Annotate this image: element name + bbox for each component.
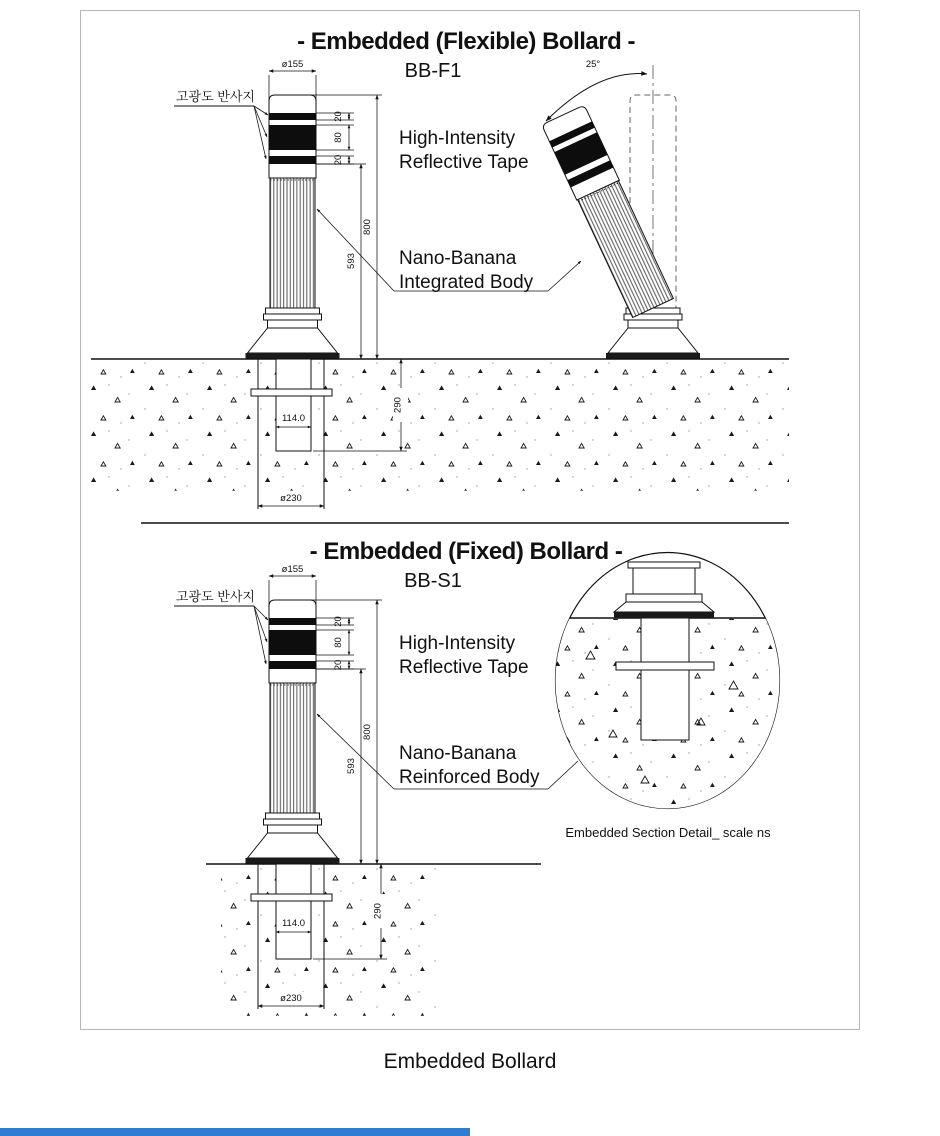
- korean-reflective-label-1: 고광도 반사지: [176, 89, 255, 104]
- body-leader-right-1: [548, 261, 581, 291]
- detail-circle-contents: [555, 618, 781, 809]
- dim-band-top-2: 20: [333, 616, 344, 627]
- dim-band-mid-1: 80: [333, 132, 344, 143]
- dim-band-bot-2: 20: [333, 659, 344, 671]
- dim-depth-2: 290: [372, 903, 384, 919]
- tape-label-line2-2: Reflective Tape: [399, 657, 529, 678]
- anchor-bar-2: [251, 894, 332, 901]
- dim-exposed-2: 593: [346, 758, 357, 774]
- tape-label-line1-1: High-Intensity: [399, 128, 516, 149]
- tilted-bollard-shaft: [542, 105, 675, 318]
- dim-band-bot-1: 20: [333, 154, 344, 166]
- dim-depth-1: 290: [392, 397, 404, 413]
- dim-diameter-top-2: ø155: [281, 564, 304, 575]
- dim-tilt-angle: 25°: [585, 59, 601, 70]
- fixed-bollard-front: [246, 600, 340, 864]
- drawing-sheet: [80, 10, 860, 1030]
- korean-reflective-label-2: 고광도 반사지: [176, 589, 255, 604]
- tilt-arc: [546, 74, 647, 121]
- body-leader-left-1: [317, 209, 394, 291]
- soil-area-1: [91, 360, 789, 491]
- embedded-shaft-2: [276, 864, 311, 959]
- detail-base-band: [614, 612, 714, 618]
- soil-area-2: [221, 865, 438, 1016]
- body-leader-left-2: [317, 714, 394, 789]
- page-caption: Embedded Bollard: [383, 1050, 557, 1073]
- dim-overall-2: 800: [362, 724, 373, 740]
- dim-exposed-1: 593: [346, 253, 357, 269]
- tape-label-line1-2: High-Intensity: [399, 633, 516, 654]
- detail-skirt: [614, 602, 714, 612]
- detail-cap-flange: [628, 562, 700, 568]
- tape-label-line2-1: Reflective Tape: [399, 152, 529, 173]
- dim-overall-1: 800: [362, 219, 373, 235]
- anchor-bar-1: [251, 389, 332, 396]
- footer-accent-bar: [0, 1128, 470, 1136]
- flexible-model: BB-F1: [404, 60, 462, 82]
- tilted-bollard-base: [606, 308, 700, 359]
- dim-diameter-top-1: ø155: [281, 59, 304, 70]
- detail-cap-neck: [633, 568, 695, 594]
- body-label-line2-1: Integrated Body: [399, 272, 534, 293]
- body-leader-right-2: [548, 761, 578, 789]
- dim-anchor-width-2: 114.0: [281, 918, 306, 929]
- flexible-bollard-front: [246, 95, 340, 359]
- dim-anchor-width-1: 114.0: [281, 413, 306, 424]
- embedded-shaft-1: [276, 359, 311, 451]
- dim-band-mid-2: 80: [333, 637, 344, 648]
- flexible-title: - Embedded (Flexible) Bollard -: [297, 28, 635, 55]
- body-label-line2-2: Reinforced Body: [399, 767, 540, 788]
- body-label-line1-1: Nano-Banana: [399, 248, 517, 269]
- leader-band2-1: [254, 106, 267, 137]
- fixed-title: - Embedded (Fixed) Bollard -: [309, 538, 623, 565]
- dim-sleeve-diameter-2: ø230: [280, 993, 302, 1004]
- leader-band3-1: [254, 106, 266, 159]
- detail-caption: Embedded Section Detail_ scale ns: [565, 825, 771, 840]
- body-label-line1-2: Nano-Banana: [399, 743, 517, 764]
- bollard-drawing-svg: [81, 11, 859, 1029]
- detail-collar: [626, 594, 702, 602]
- fixed-model: BB-S1: [404, 570, 462, 592]
- dim-band-top-1: 20: [333, 111, 344, 122]
- dim-sleeve-diameter-1: ø230: [280, 493, 302, 504]
